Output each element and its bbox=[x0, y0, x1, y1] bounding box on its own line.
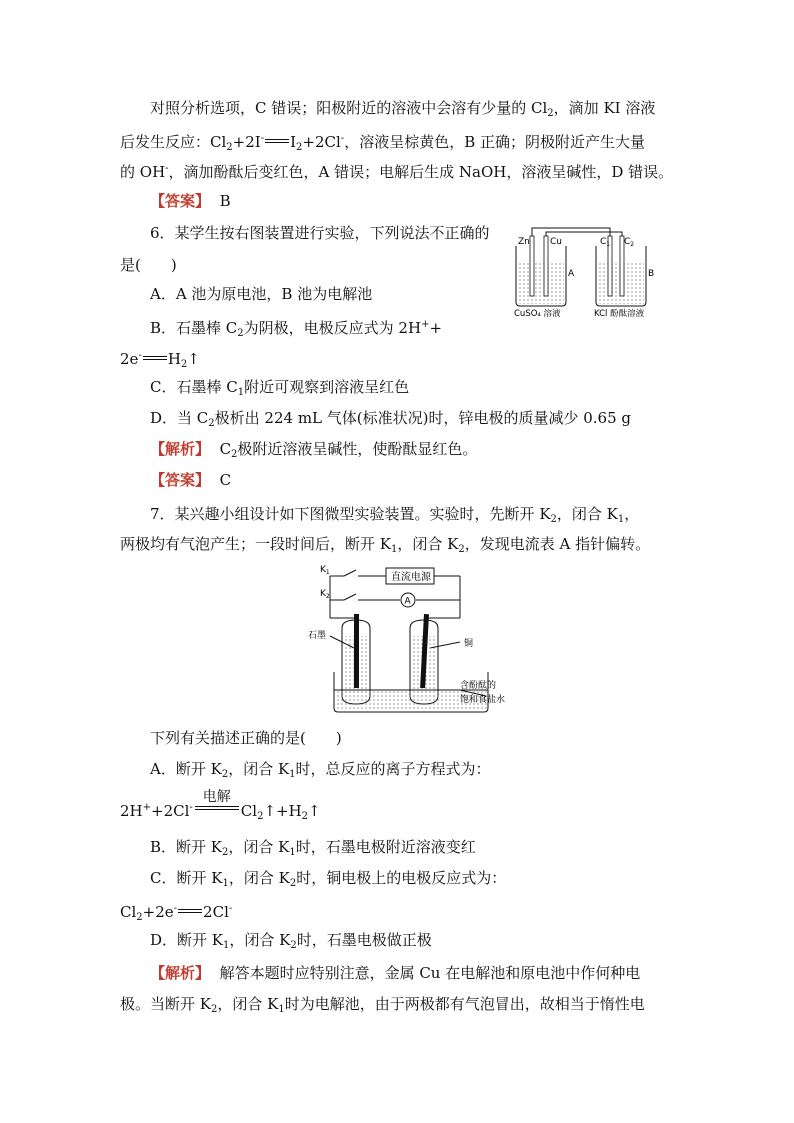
q7-equation-c: $Cl_2+2e^-$ 2Cl- bbox=[120, 903, 233, 923]
graphite-electrode bbox=[354, 614, 359, 688]
q6-stem-1: 6．某学生按右图装置进行实验，下列说法不正确的 bbox=[150, 224, 490, 242]
analysis-line-3: 的 OH-，滴加酚酞后变红色，A 错误；电解后生成 NaOH，溶液呈碱性，D 错误。 bbox=[120, 163, 674, 181]
label-dc-power: 直流电源 bbox=[391, 572, 431, 583]
label-c1: $C_1$ bbox=[600, 237, 611, 248]
q7-option-c: C．断开 $K_1$，闭合 $K_2$时，铜电极上的电极反应式为： bbox=[150, 869, 507, 889]
label-k2: $K_2$ bbox=[320, 589, 330, 600]
analysis-line-1: 对照分析选项，C 错误；阳极附近的溶液中会溶有少量的 $Cl_2$，滴加 KI 溶液 bbox=[150, 99, 656, 119]
label-ammeter: A bbox=[404, 596, 411, 607]
q6-option-b: B．石墨棒 $C_2$为阴极，电极反应式为 2H++ bbox=[150, 319, 443, 339]
label-solution-2: 饱和食盐水 bbox=[460, 695, 506, 705]
q7-analysis-2: 极。当断开 $K_2$，闭合 $K_1$时为电解池，由于两极都有气泡冒出，故相当于惰性电 bbox=[120, 995, 645, 1015]
analysis-line-2: 后发生反应：$Cl_2+2I^-$ $I_2+2Cl^-$，溶液呈棕黄色，B 正确；阴极附近产生大量 bbox=[120, 133, 645, 153]
label-cu: Cu bbox=[550, 237, 562, 247]
q7-option-a: A．断开 $K_2$，闭合 $K_1$时，总反应的离子方程式为： bbox=[150, 760, 491, 780]
q6-option-b-cont: 2e- $H_2↑$ bbox=[120, 350, 200, 370]
label-kcl: KCl 酚酞溶液 bbox=[594, 309, 645, 318]
q5-answer: 【答案】 B bbox=[150, 192, 231, 210]
q7-analysis-1: 【解析】 解答本题时应特别注意，金属 Cu 在电解池和原电池中作何种电 bbox=[150, 964, 641, 982]
label-c2: $C_2$ bbox=[624, 237, 635, 248]
q7-figure bbox=[300, 562, 520, 722]
equals-sign bbox=[265, 139, 289, 143]
q7-stem-1: 7．某兴趣小组设计如下图微型实验装置。实验时，先断开 $K_2$，闭合 $K_1$， bbox=[150, 505, 640, 525]
label-copper: 铜 bbox=[464, 639, 474, 649]
q7-stem-2: 两极均有气泡产生；一段时间后，断开 $K_1$，闭合 $K_2$，发现电流表 A 指针偏转。 bbox=[120, 535, 651, 555]
label-k1: $K_1$ bbox=[320, 565, 330, 576]
q7-option-d: D．断开 $K_1$，闭合 $K_2$时，石墨电极做正极 bbox=[150, 931, 432, 951]
q6-answer: 【答案】 C bbox=[150, 471, 232, 489]
q7-equation-a: 2H++2Cl- 电解 $Cl_2↑+H_2↑$ bbox=[120, 789, 321, 822]
zn-electrode bbox=[530, 236, 534, 296]
label-graphite: 石墨 bbox=[308, 631, 327, 641]
q6-figure bbox=[510, 226, 670, 318]
label-solution-1: 含酚酞的 bbox=[460, 681, 497, 691]
cu-electrode bbox=[544, 236, 548, 296]
q7-ask: 下列有关描述正确的是( ) bbox=[150, 729, 342, 747]
q7-option-b: B．断开 $K_2$，闭合 $K_1$时，石墨电极附近溶液变红 bbox=[150, 838, 476, 858]
label-zn: Zn bbox=[518, 237, 530, 247]
label-cell-b: B bbox=[648, 269, 655, 279]
q6-stem-2: 是( ) bbox=[120, 256, 177, 274]
q6-option-c: C．石墨棒 $C_1$附近可观察到溶液呈红色 bbox=[150, 378, 410, 398]
q6-analysis: 【解析】 $C_2$极附近溶液呈碱性，使酚酞显红色。 bbox=[150, 440, 478, 460]
q6-option-a: A．A 池为原电池，B 池为电解池 bbox=[150, 285, 373, 303]
label-cuso4: CuSO₄ 溶液 bbox=[514, 309, 561, 318]
q6-option-d: D．当 $C_2$极析出 224 mL 气体(标准状况)时，锌电极的质量减少 0.65 g bbox=[150, 409, 632, 429]
label-cell-a: A bbox=[568, 269, 575, 279]
